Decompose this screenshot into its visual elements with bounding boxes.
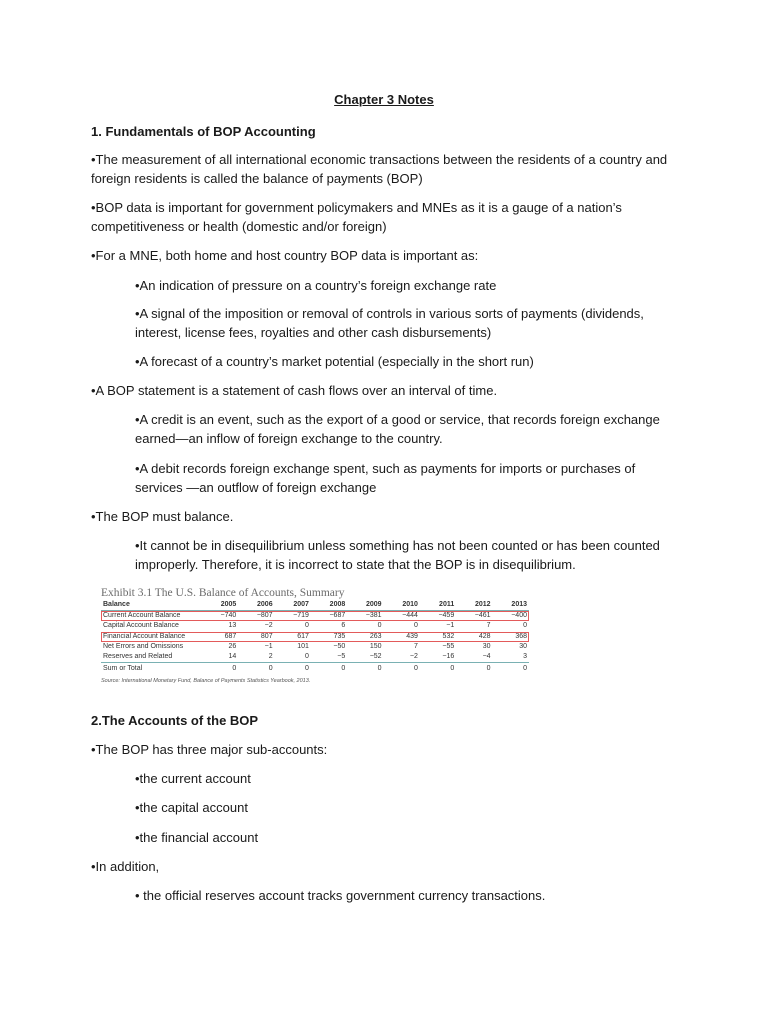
table-cell: 0 [377,622,382,630]
header-cell: 2011 [439,601,455,608]
table-cell: 30 [519,643,527,651]
table-cell: 7 [486,622,491,630]
table-cell: 0 [456,663,492,674]
row-label: Net Errors and Omissions [103,643,184,651]
table-cell: 13 [228,622,237,630]
paragraph: •The BOP has three major sub-accounts: [91,742,328,757]
table-cell: −2 [264,622,273,630]
row-label: Financial Account Balance [101,632,202,642]
table-cell: −719 [275,611,311,622]
header-cell: 2013 [511,601,527,608]
sub-paragraph: • the official reserves account tracks government currency transactions. [135,888,546,903]
table-cell: −687 [311,611,347,622]
table-cell: 14 [228,653,237,661]
exhibit-source-note: Source: International Monetary Fund, Balance of Payments Statistics Yearbook, 2013. [101,677,311,684]
table-cell: −1 [446,622,455,630]
table-cell: 150 [369,643,382,651]
sub-paragraph: •It cannot be in disequilibrium unless something has not been counted or has been counted improperly. Therefore, it is incorrect to state that the BOP is in disequilibrium. [135,538,660,572]
table-cell: −381 [347,611,383,622]
table-cell: 617 [275,632,311,642]
table-cell: 0 [414,622,418,630]
table-cell: −1 [264,643,273,651]
sub-paragraph: •the current account [135,771,251,786]
table-cell: 0 [420,663,456,674]
table-cell: −740 [202,611,238,622]
row-label: Current Account Balance [101,611,202,622]
table-cell: −16 [442,653,455,661]
table-cell: −461 [456,611,492,622]
header-cell: 2012 [474,601,491,608]
sub-paragraph: •A debit records foreign exchange spent, such as payments for imports or purchases of services —an outflow of foreign exchange [135,461,636,495]
table-row [101,632,529,642]
paragraph: •A BOP statement is a statement of cash flows over an interval of time. [91,383,498,398]
header-cell: Balance [103,601,130,608]
table-row [101,652,529,663]
paragraph: •The measurement of all international economic transactions between the residents of a country and foreign residents is called the balance of payments (BOP) [91,152,668,186]
table-cell: 7 [414,643,418,651]
table-cell: −55 [442,643,455,651]
header-cell: 2010 [402,601,418,608]
header-cell: 2008 [329,601,346,608]
table-cell: 0 [384,663,420,674]
table-row [101,621,529,631]
paragraph: •The BOP must balance. [91,509,234,524]
sub-paragraph: •A signal of the imposition or removal of controls in various sorts of payments (dividends, interest, license fees, royalties and other cash disbursements) [135,306,644,340]
page-title: Chapter 3 Notes [334,92,434,107]
table-cell: 3 [523,653,527,661]
section-heading-fundamentals: 1. Fundamentals of BOP Accounting [91,124,316,139]
table-cell: −50 [333,643,346,651]
exhibit-table-figure [101,586,531,684]
table-cell: 0 [202,663,238,674]
table-cell: −459 [420,611,456,622]
table-cell: 6 [341,622,346,630]
exhibit-title: Exhibit 3.1 The U.S. Balance of Accounts, Summary [101,587,345,599]
table-cell: 428 [456,632,492,642]
table-cell: −400 [493,611,529,622]
section-heading-accounts: 2.The Accounts of the BOP [91,713,259,728]
table-cell: 439 [384,632,420,642]
table-cell: 687 [202,632,238,642]
sub-paragraph: •An indication of pressure on a country’s foreign exchange rate [135,278,497,293]
table-cell: 0 [275,663,311,674]
header-cell: 2009 [366,601,382,608]
header-cell: 2006 [257,601,273,608]
header-cell: 2007 [293,601,309,608]
table-cell: 807 [238,632,274,642]
table-cell: 0 [305,653,309,661]
table-header-row [101,600,529,611]
table-cell: 368 [493,632,529,642]
table-cell: 2 [268,653,273,661]
header-cell: 2005 [220,601,237,608]
table-row [101,611,529,622]
table-cell: 263 [347,632,383,642]
table-cell: −444 [384,611,420,622]
table-cell: 0 [305,622,309,630]
table-cell: −807 [238,611,274,622]
table-cell: 0 [493,663,529,674]
table-cell: 0 [523,622,527,630]
table-cell: 0 [311,663,347,674]
table-cell: 0 [238,663,274,674]
table-cell: −52 [369,653,382,661]
table-cell: −2 [409,653,418,661]
table-cell: 101 [297,643,309,651]
table-row-total [101,663,529,674]
table-cell: 532 [420,632,456,642]
paragraph: •In addition, [91,859,160,874]
paragraph: •BOP data is important for government policymakers and MNEs as it is a gauge of a nation’s competitiveness or health (domestic and/or foreign) [91,200,622,234]
sub-paragraph: •A credit is an event, such as the export of a good or service, that records foreign exchange earned—an inflow of foreign exchange to the country. [135,412,660,446]
sub-paragraph: •A forecast of a country’s market potential (especially in the short run) [135,354,534,369]
row-label: Capital Account Balance [103,622,179,630]
table-cell: −4 [482,653,491,661]
row-label: Reserves and Related [103,653,173,661]
row-label: Sum or Total [101,663,202,674]
table-row [101,642,529,652]
table-cell: 735 [311,632,347,642]
sub-paragraph: •the financial account [135,830,259,845]
table-cell: 26 [228,643,237,651]
paragraph: •For a MNE, both home and host country BOP data is important as: [91,248,479,263]
bop-summary-table [101,600,529,674]
table-cell: 0 [347,663,383,674]
table-cell: −5 [337,653,346,661]
table-cell: 30 [482,643,491,651]
sub-paragraph: •the capital account [135,800,248,815]
